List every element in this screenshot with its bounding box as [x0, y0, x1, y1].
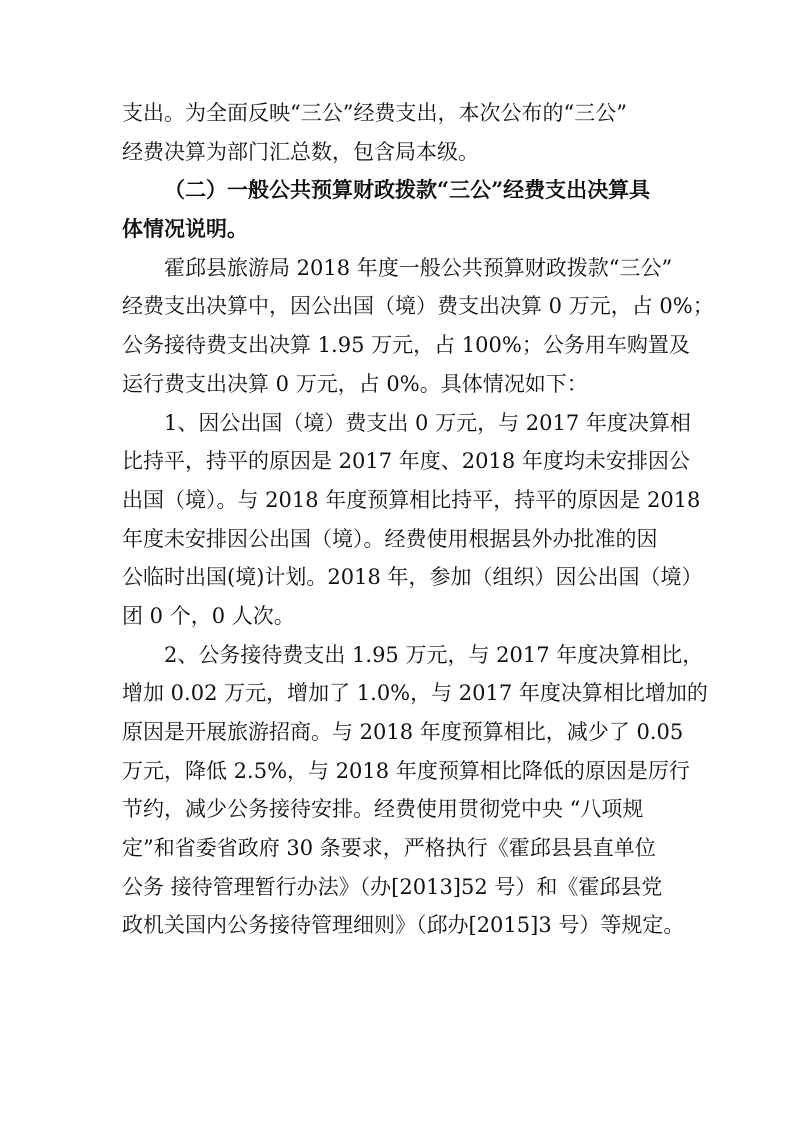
text-line: 万元，降低 2.5%，与 2018 年度预算相比降低的原因是厉行 — [122, 758, 690, 783]
document-body — [122, 94, 714, 945]
text-line: 定”和省委省政府 30 条要求，严格执行《霍邱县县直单位 — [122, 836, 656, 861]
text-line: 公务接待费支出决算 1.95 万元，占 100%；公务用车购置及 — [122, 333, 690, 358]
text-line: 政机关国内公务接待管理细则》（邱办[2015]3 号）等规定。 — [122, 913, 685, 938]
text-line: 年度未安排因公出国（境）。经费使用根据县外办批准的因 — [122, 526, 658, 551]
text-line: 团 0 个，0 人次。 — [122, 603, 295, 628]
text-line: 节约，减少公务接待安排。经费使用贯彻党中央 “八项规 — [122, 797, 644, 822]
text-line: 公务 接待管理暂行办法》（办[2013]52 号）和《霍邱县党 — [122, 874, 663, 899]
text-line: 比持平，持平的原因是 2017 年度、2018 年度均未安排因公 — [122, 449, 690, 474]
text-line: 霍邱县旅游局 2018 年度一般公共预算财政拨款“三公” — [164, 255, 673, 280]
text-line: 经费支出决算中，因公出国（境）费支出决算 0 万元，占 0%； — [122, 294, 714, 319]
text-line: 支出。为全面反映“三公”经费支出，本次公布的“三公” — [122, 101, 627, 125]
section-heading-line: （二）一般公共预算财政拨款“三公”经费支出决算具 — [164, 177, 651, 203]
section-heading-line: 体情况说明。 — [122, 216, 248, 242]
text-line: 经费决算为部门汇总数，包含局本级。 — [122, 139, 479, 164]
text-line: 增加 0.02 万元，增加了 1.0%，与 2017 年度决算相比增加的 — [122, 681, 708, 706]
text-line: 2、公务接待费支出 1.95 万元，与 2017 年度决算相比， — [164, 642, 704, 667]
text-line: 公临时出国(境)计划。2018 年，参加（组织）因公出国（境） — [122, 565, 703, 590]
text-line: 1、因公出国（境）费支出 0 万元，与 2017 年度决算相 — [164, 410, 691, 435]
text-line: 运行费支出决算 0 万元，占 0%。具体情况如下： — [122, 371, 588, 396]
text-line: 原因是开展旅游招商。与 2018 年度预算相比，减少了 0.05 — [122, 720, 684, 744]
text-line: 出国（境）。与 2018 年度预算相比持平，持平的原因是 2018 — [122, 487, 701, 512]
